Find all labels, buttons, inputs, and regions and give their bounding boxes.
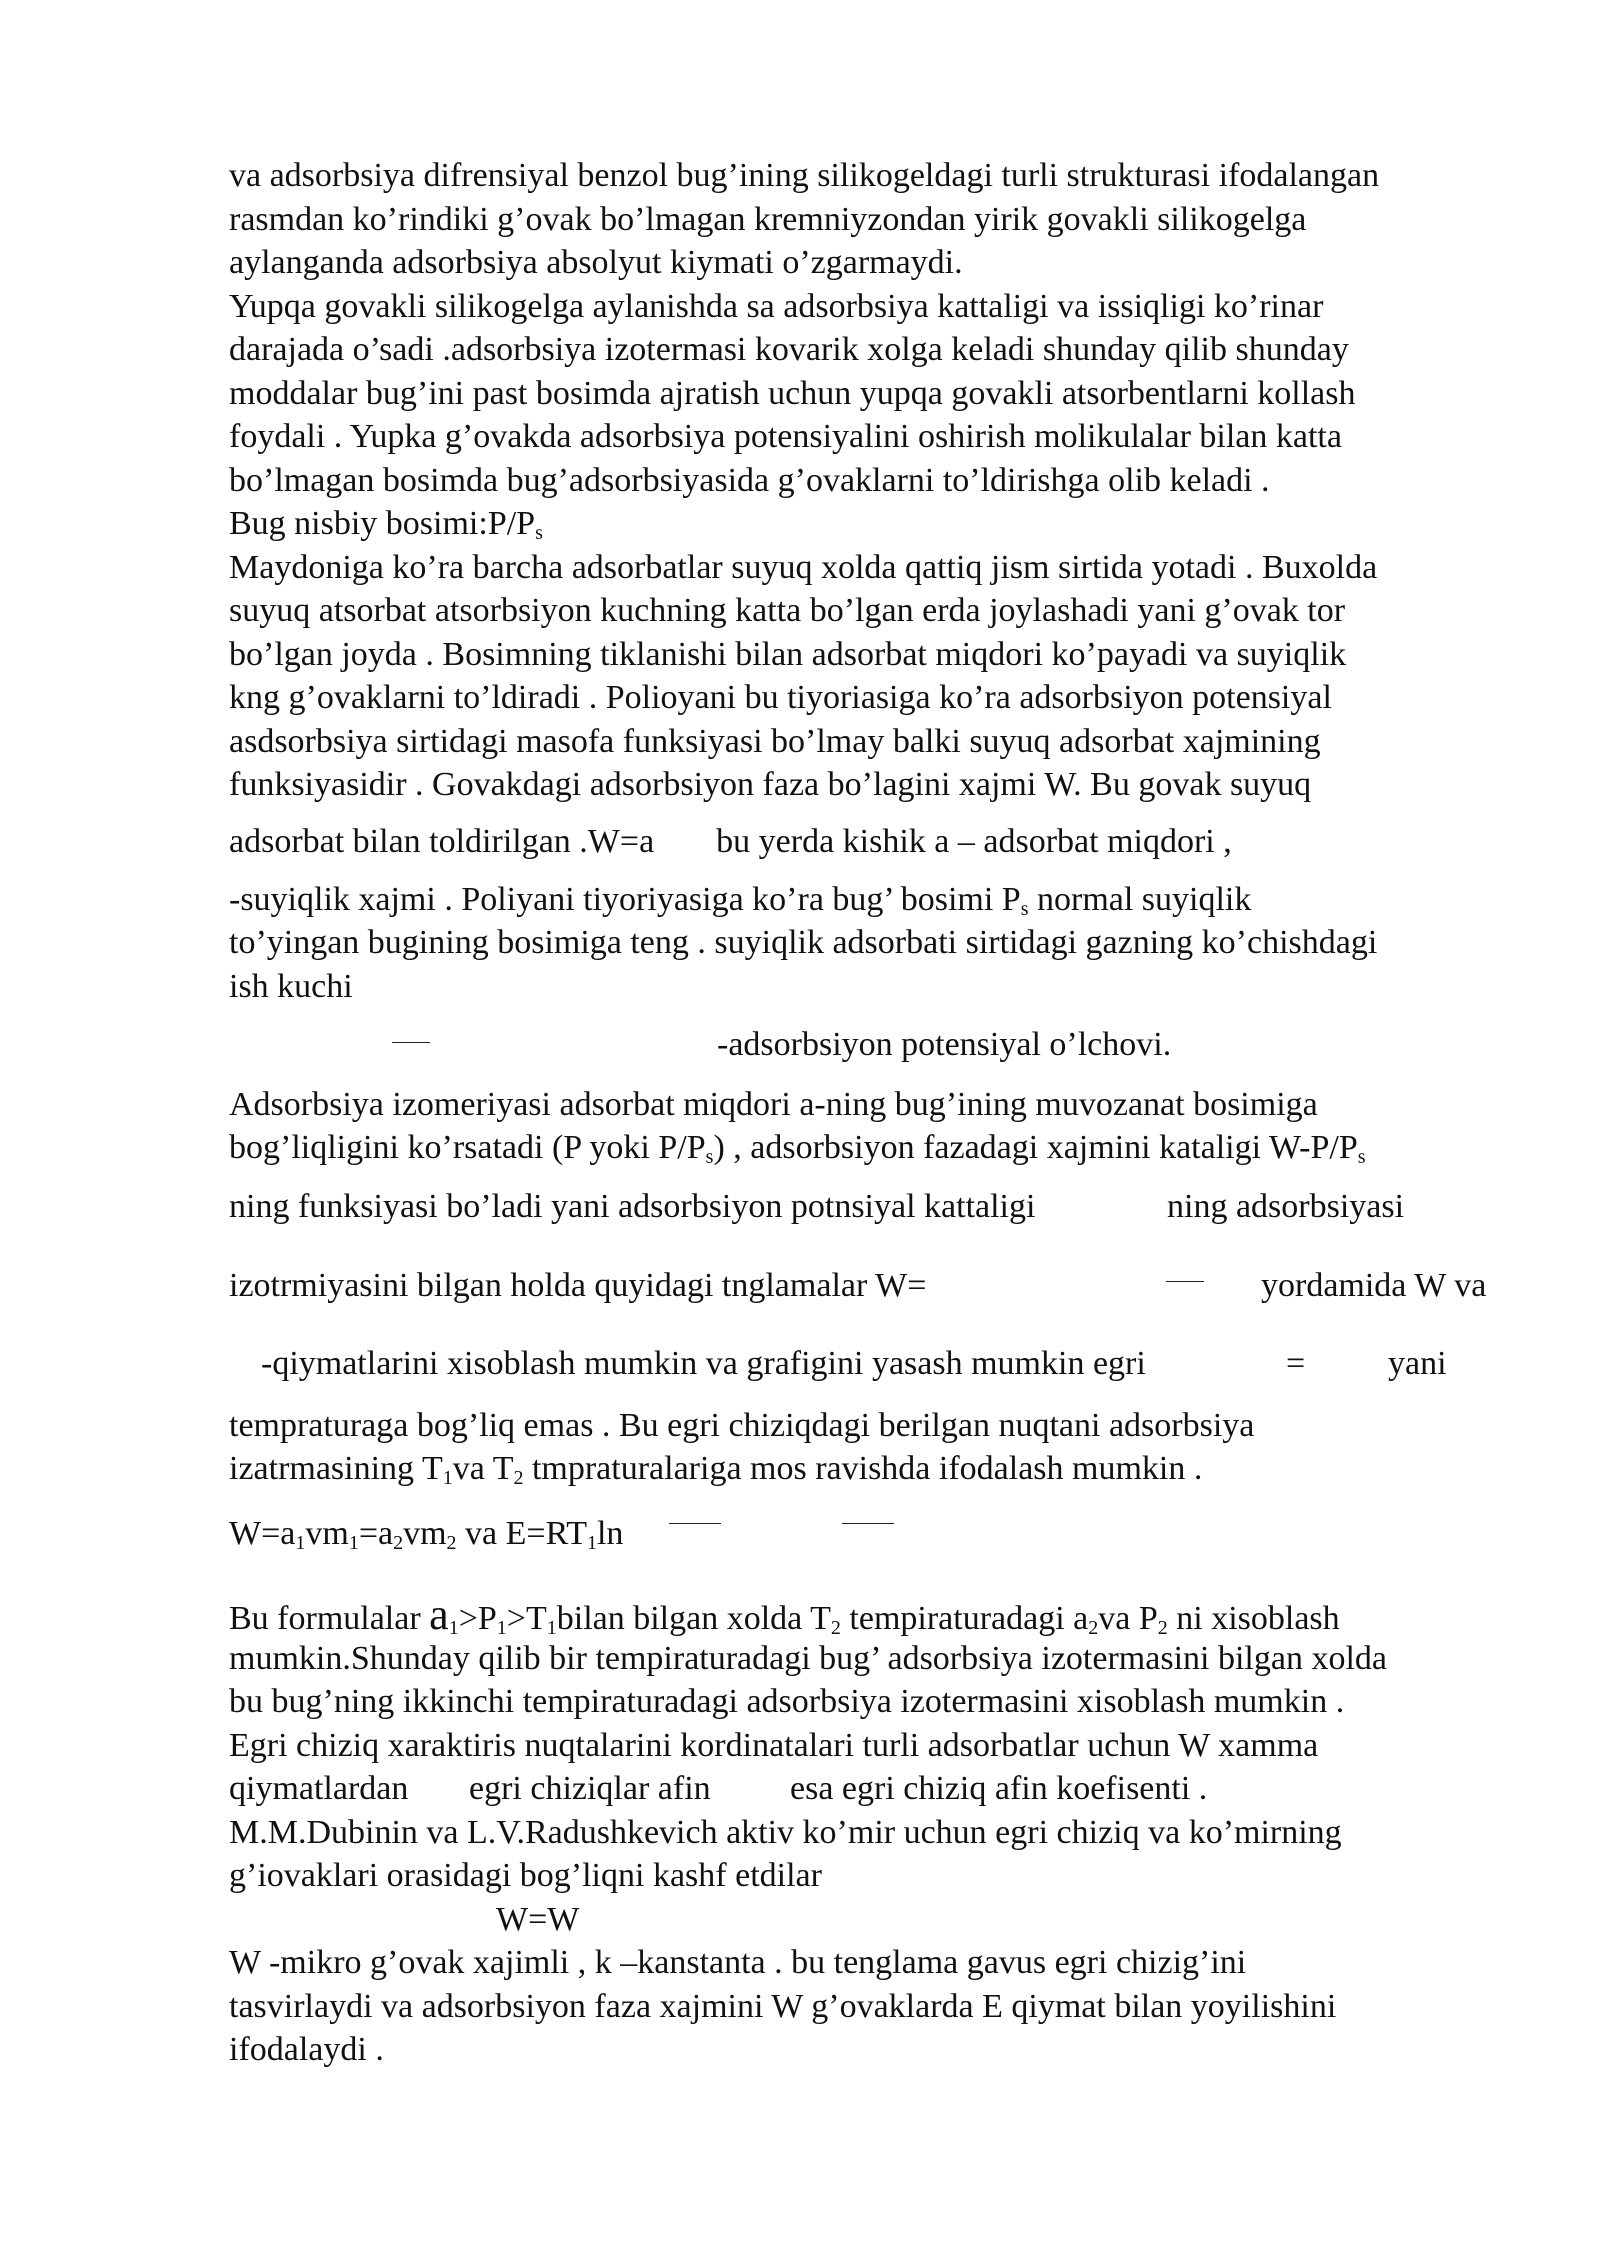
text-line xyxy=(229,878,1251,921)
subscript: 1 xyxy=(448,1617,459,1639)
text-line: yordamida W va xyxy=(1261,1267,1487,1304)
text-line: aylanganda adsorbsiya absolyut kiymati o’zgarmaydi. xyxy=(229,244,963,281)
text-line xyxy=(229,1126,1366,1169)
fraction-bar xyxy=(669,1504,721,1547)
subscript: 1 xyxy=(586,1532,597,1554)
text-line: Egri chiziq xaraktiris nuqtalarini kordinatalari turli adsorbatlar uchun W xamma xyxy=(229,1727,1319,1764)
text-run: ln xyxy=(596,1515,624,1552)
text-line: tempraturaga bog’liq emas . Bu egri chiziqdagi berilgan nuqtani adsorbsiya xyxy=(229,1407,1255,1444)
subscript: 2 xyxy=(393,1532,404,1554)
subscript: s xyxy=(535,522,543,544)
text-run: >P xyxy=(458,1600,497,1637)
subscript: 2 xyxy=(1088,1617,1099,1639)
text-line: esa egri chiziq afin koefisenti . xyxy=(790,1770,1208,1807)
text-line: suyuq atsorbat atsorbsiyon kuchning katta bo’lgan erda joylashadi yani g’ovak tor xyxy=(229,592,1346,629)
fraction-bar xyxy=(842,1504,894,1547)
fraction-bar xyxy=(1166,1262,1204,1305)
text-line: funksiyasidir . Govakdagi adsorbsiyon faza bo’lagini xajmi W. Bu govak suyuq xyxy=(229,766,1312,803)
subscript: 1 xyxy=(442,1467,453,1489)
subscript: 2 xyxy=(1157,1617,1168,1639)
text-line: -qiymatlarini xisoblash mumkin va grafigini yasash mumkin egri xyxy=(261,1345,1146,1382)
text-line: rasmdan ko’rindiki g’ovak bo’lmagan kremniyzondan yirik govakli silikogelga xyxy=(229,201,1307,238)
text-line: -adsorbsiyon potensiyal o’lchovi. xyxy=(717,1026,1172,1063)
subscript: 1 xyxy=(546,1617,557,1639)
subscript: 1 xyxy=(295,1532,306,1554)
text-line: Maydoniga ko’ra barcha adsorbatlar suyuq xolda qattiq jism sirtida yotadi . Buxolda xyxy=(229,549,1378,586)
text-line xyxy=(229,1447,1202,1490)
text-line: ning funksiyasi bo’ladi yani adsorbsiyon potnsiyal kattaligi xyxy=(229,1188,1036,1225)
subscript: s xyxy=(1020,898,1029,920)
text-line: M.M.Dubinin va L.V.Radushkevich aktiv ko’mir uchun egri chiziq va ko’mirning xyxy=(229,1814,1342,1851)
text-line: moddalar bug’ini past bosimda ajratish uchun yupqa govakli atsorbentlarni kollash xyxy=(229,375,1356,412)
text-line: ning adsorbsiyasi xyxy=(1167,1188,1405,1225)
text-run: normal suyiqlik xyxy=(1037,881,1252,918)
text-run: tmpraturalariga mos ravishda ifodalash mumkin . xyxy=(523,1450,1203,1487)
formula-line: W=W xyxy=(496,1901,580,1938)
text-line: bo’lgan joyda . Bosimning tiklanishi bilan adsorbat miqdori ko’payadi va suyiqlik xyxy=(229,636,1347,673)
formula-line xyxy=(229,1512,623,1555)
text-run: -suyiqlik xajmi . Poliyani tiyoriyasiga ko’ra bug’ bosimi P xyxy=(229,881,1021,918)
text-run: bu yerda kishik a – adsorbat miqdori , xyxy=(716,823,1232,860)
text-run: >T xyxy=(506,1600,547,1637)
text-run: =a xyxy=(358,1515,394,1552)
text-run: vm xyxy=(305,1515,349,1552)
text-run: vm xyxy=(403,1515,447,1552)
text-run: a xyxy=(429,1590,449,1639)
subscript: s xyxy=(705,1146,714,1168)
subscript: 1 xyxy=(496,1617,507,1639)
subscript: 2 xyxy=(446,1532,457,1554)
subscript: 2 xyxy=(830,1617,841,1639)
text-run: adsorbat bilan toldirilgan .W=a xyxy=(229,823,655,860)
text-run: va P xyxy=(1098,1600,1158,1637)
text-line: bo’lmagan bosimda bug’adsorbsiyasida g’ovaklarni to’ldirishga olib keladi . xyxy=(229,462,1270,499)
text-run: bog’liqligini ko’rsatadi (P yoki P/P xyxy=(229,1129,706,1166)
text-line: darajada o’sadi .adsorbsiya izotermasi kovarik xolga keladi shunday qilib shunday xyxy=(229,331,1349,368)
text-run: izatrmasining T xyxy=(229,1450,443,1487)
text-line: egri chiziqlar afin xyxy=(469,1770,711,1807)
text-line: W -mikro g’ovak xajimli , k –kanstanta . bu tenglama gavus egri chizig’ini xyxy=(229,1944,1247,1981)
text-line: tasvirlaydi va adsorbsiyon faza xajmini W g’ovaklarda E qiymat bilan yoyilishini xyxy=(229,1988,1337,2025)
text-line: Adsorbsiya izomeriyasi adsorbat miqdori a-ning bug’ining muvozanat bosimiga xyxy=(229,1086,1318,1123)
equals-sign: = xyxy=(1286,1345,1306,1382)
text-line xyxy=(229,1590,1340,1640)
text-line: ifodalaydi . xyxy=(229,2031,384,2068)
text-run: W=a xyxy=(229,1515,296,1552)
text-run: Bug nisbiy bosimi:P/P xyxy=(229,505,536,542)
text-line: to’yingan bugining bosimiga teng . suyiqlik adsorbati sirtidagi gazning ko’chishdagi xyxy=(229,924,1378,961)
text-line: g’iovaklari orasidagi bog’liqni kashf etdilar xyxy=(229,1857,822,1894)
text-run: va E=RT xyxy=(456,1515,587,1552)
text-line: mumkin.Shunday qilib bir tempiraturadagi bug’ adsorbsiya izotermasini bilgan xolda xyxy=(229,1640,1387,1677)
text-run: ni xisoblash xyxy=(1167,1600,1340,1637)
fraction-bar xyxy=(392,1023,430,1066)
relative-pressure-line xyxy=(229,502,543,545)
text-run: va T xyxy=(452,1450,514,1487)
text-line: yani xyxy=(1388,1345,1447,1382)
text-line: izotrmiyasini bilgan holda quyidagi tnglamalar W= xyxy=(229,1267,927,1304)
text-line xyxy=(229,820,1232,863)
text-line: kng g’ovaklarni to’ldiradi . Polioyani bu tiyoriasiga ko’ra adsorbsiyon potensiyal xyxy=(229,679,1332,716)
text-line: bu bug’ning ikkinchi tempiraturadagi adsorbsiya izotermasini xisoblash mumkin . xyxy=(229,1683,1345,1720)
text-line: ish kuchi xyxy=(229,968,353,1005)
subscript: 1 xyxy=(348,1532,359,1554)
subscript: 2 xyxy=(513,1467,524,1489)
text-line: foydali . Yupka g’ovakda adsorbsiya potensiyalini oshirish molikulalar bilan katta xyxy=(229,418,1342,455)
text-run: bilan bilgan xolda T xyxy=(556,1600,831,1637)
text-line: va adsorbsiya difrensiyal benzol bug’ining silikogeldagi turli strukturasi ifodalangan xyxy=(229,157,1380,194)
text-line: asdsorbsiya sirtidagi masofa funksiyasi bo’lmay balki suyuq adsorbat xajmining xyxy=(229,723,1321,760)
text-run: tempiraturadagi a xyxy=(840,1600,1089,1637)
subscript: s xyxy=(1357,1146,1366,1168)
text-run: Bu formulalar xyxy=(229,1600,430,1637)
text-line: Yupqa govakli silikogelga aylanishda sa adsorbsiya kattaligi va issiqligi ko’rinar xyxy=(229,288,1324,325)
text-line: qiymatlardan xyxy=(229,1770,409,1807)
text-run: ) , adsorbsiyon fazadagi xajmini kataligi W-P/P xyxy=(713,1129,1358,1166)
